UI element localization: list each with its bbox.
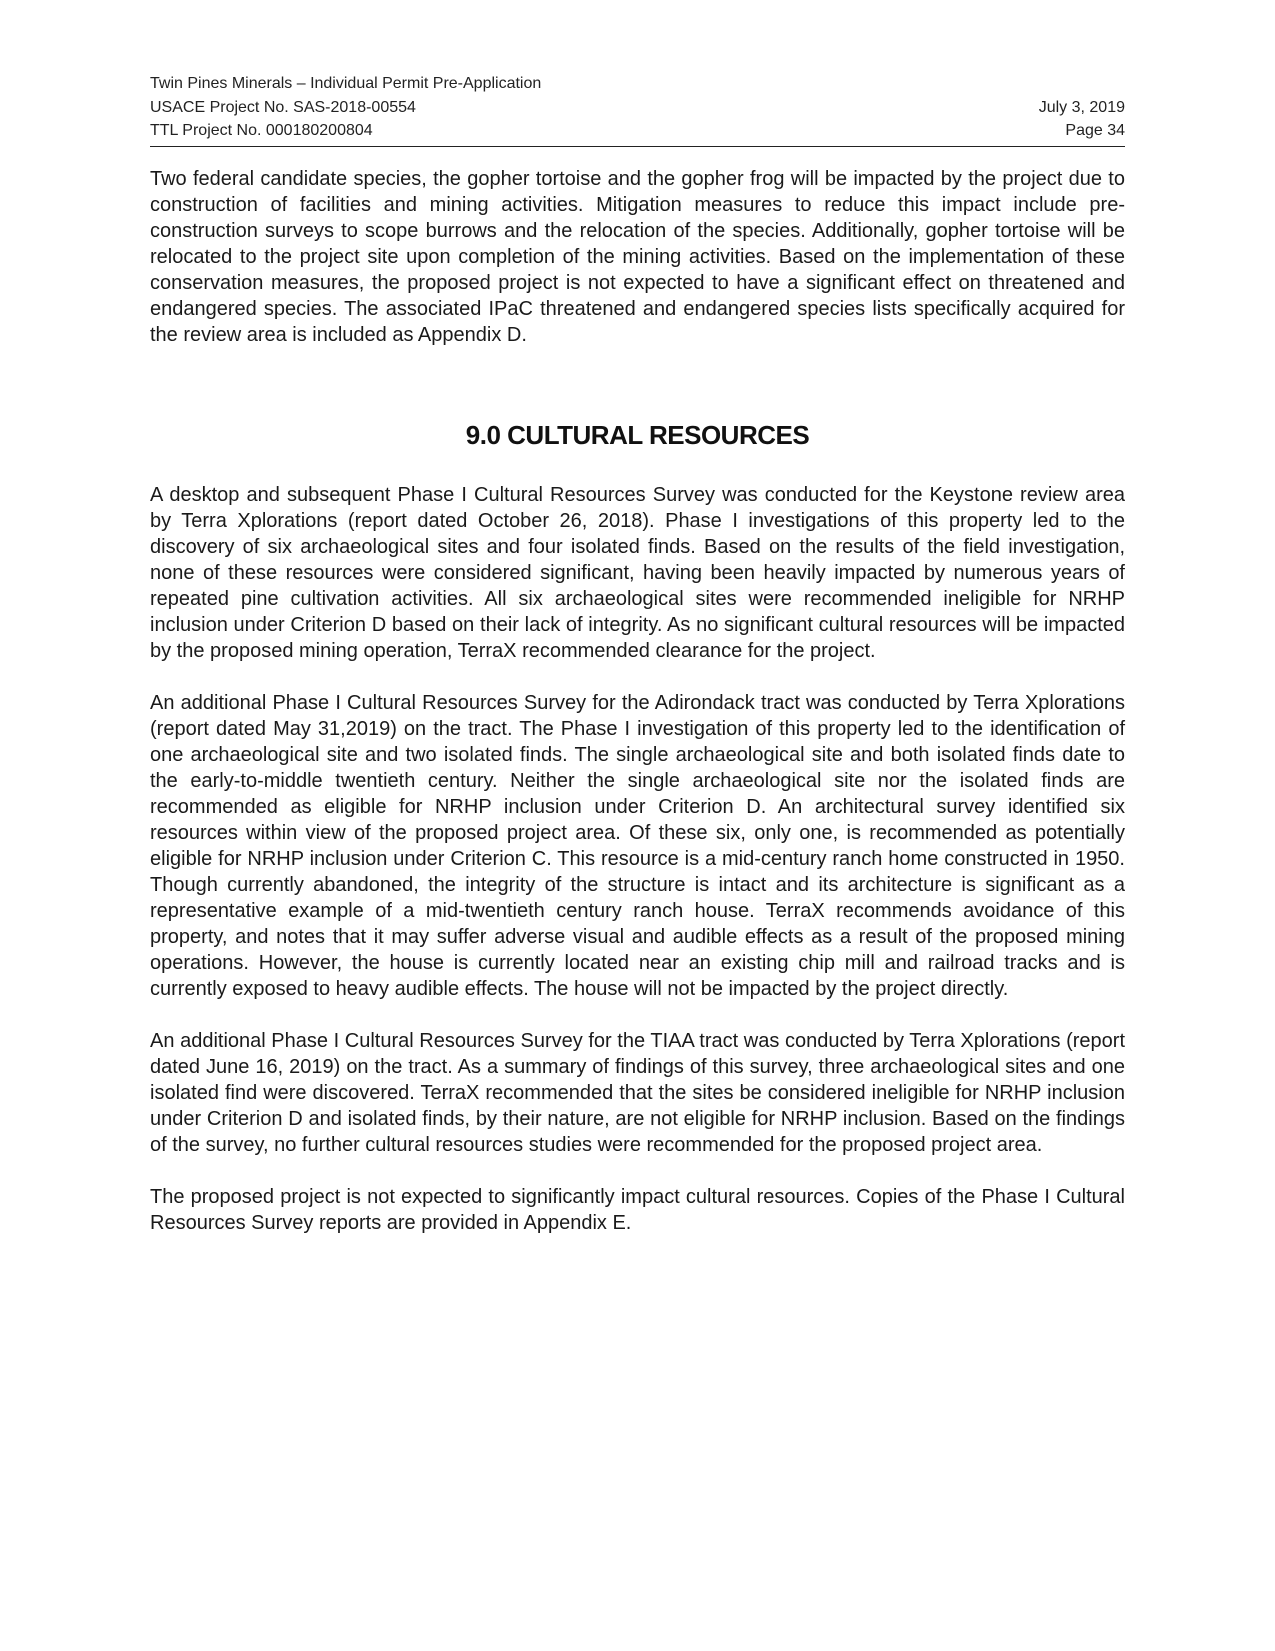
page-body xyxy=(150,166,1125,1262)
section-paragraph-2: An additional Phase I Cultural Resources Survey for the Adirondack tract was conducted by Terra Xplorations (report dated May 31,2019) on the tract. The Phase I investigation of this property led to the identification of one archaeological site and two isolated finds. The single archaeological site and both isolated finds date to the early-to-middle twentieth century. Neither the single archaeological site nor the isolated finds are recommended as eligible for NRHP inclusion under Criterion D. An architectural survey identified six resources within view of the proposed project area. Of these six, only one, is recommended as potentially eligible for NRHP inclusion under Criterion C. This resource is a mid-century ranch home constructed in 1950. Though currently abandoned, the integrity of the structure is intact and its architecture is significant as a representative example of a mid-twentieth century ranch house. TerraX recommends avoidance of this property, and notes that it may suffer adverse visual and audible effects as a result of the proposed mining operations. However, the house is currently located near an existing chip mill and railroad tracks and is currently exposed to heavy audible effects. The house will not be impacted by the project directly. xyxy=(150,692,1125,1000)
ttl-project-number: TTL Project No. 000180200804 xyxy=(150,122,373,139)
page-header xyxy=(150,72,1125,143)
usace-project-number: USACE Project No. SAS-2018-00554 xyxy=(150,98,416,116)
page-number: Page 34 xyxy=(1065,122,1125,139)
section-paragraph-4: The proposed project is not expected to significantly impact cultural resources. Copies of the Phase I Cultural Resources Survey reports are provided in Appendix E. xyxy=(150,1186,1125,1234)
section-heading: 9.0 CULTURAL RESOURCES xyxy=(465,420,810,450)
document-title: Twin Pines Minerals – Individual Permit Pre-Application xyxy=(150,75,542,92)
header-line-3 xyxy=(150,119,1125,143)
header-line-2 xyxy=(150,96,1125,120)
section-paragraph-3: An additional Phase I Cultural Resources Survey for the TIAA tract was conducted by Terra Xplorations (report dated June 16, 2019) on the tract. As a summary of findings of this survey, three archaeological sites and one isolated find were discovered. TerraX recommended that the sites be considered ineligible for NRHP inclusion under Criterion D and isolated finds, by their nature, are not eligible for NRHP inclusion. Based on the findings of the survey, no further cultural resources studies were recommended for the proposed project area. xyxy=(150,1030,1125,1156)
intro-paragraph: Two federal candidate species, the gopher tortoise and the gopher frog will be impacted by the project due to construction of facilities and mining activities. Mitigation measures to reduce this impact include pre-construction surveys to scope burrows and the relocation of the species. Additionally, gopher tortoise will be relocated to the project site upon completion of the mining activities. Based on the implementation of these conservation measures, the proposed project is not expected to have a significant effect on threatened and endangered species. The associated IPaC threatened and endangered species lists specifically acquired for the review area is included as Appendix D. xyxy=(150,168,1125,346)
header-line-1 xyxy=(150,72,1125,96)
section-paragraph-1: A desktop and subsequent Phase I Cultural Resources Survey was conducted for the Keystone review area by Terra Xplorations (report dated October 26, 2018). Phase I investigations of this property led to the discovery of six archaeological sites and four isolated finds. Based on the results of the field investigation, none of these resources were considered significant, having been heavily impacted by numerous years of repeated pine cultivation activities. All six archaeological sites were recommended ineligible for NRHP inclusion under Criterion D based on their lack of integrity. As no significant cultural resources will be impacted by the proposed mining operation, TerraX recommended clearance for the project. xyxy=(150,484,1125,662)
document-date: July 3, 2019 xyxy=(1038,98,1125,116)
header-divider xyxy=(150,146,1125,147)
